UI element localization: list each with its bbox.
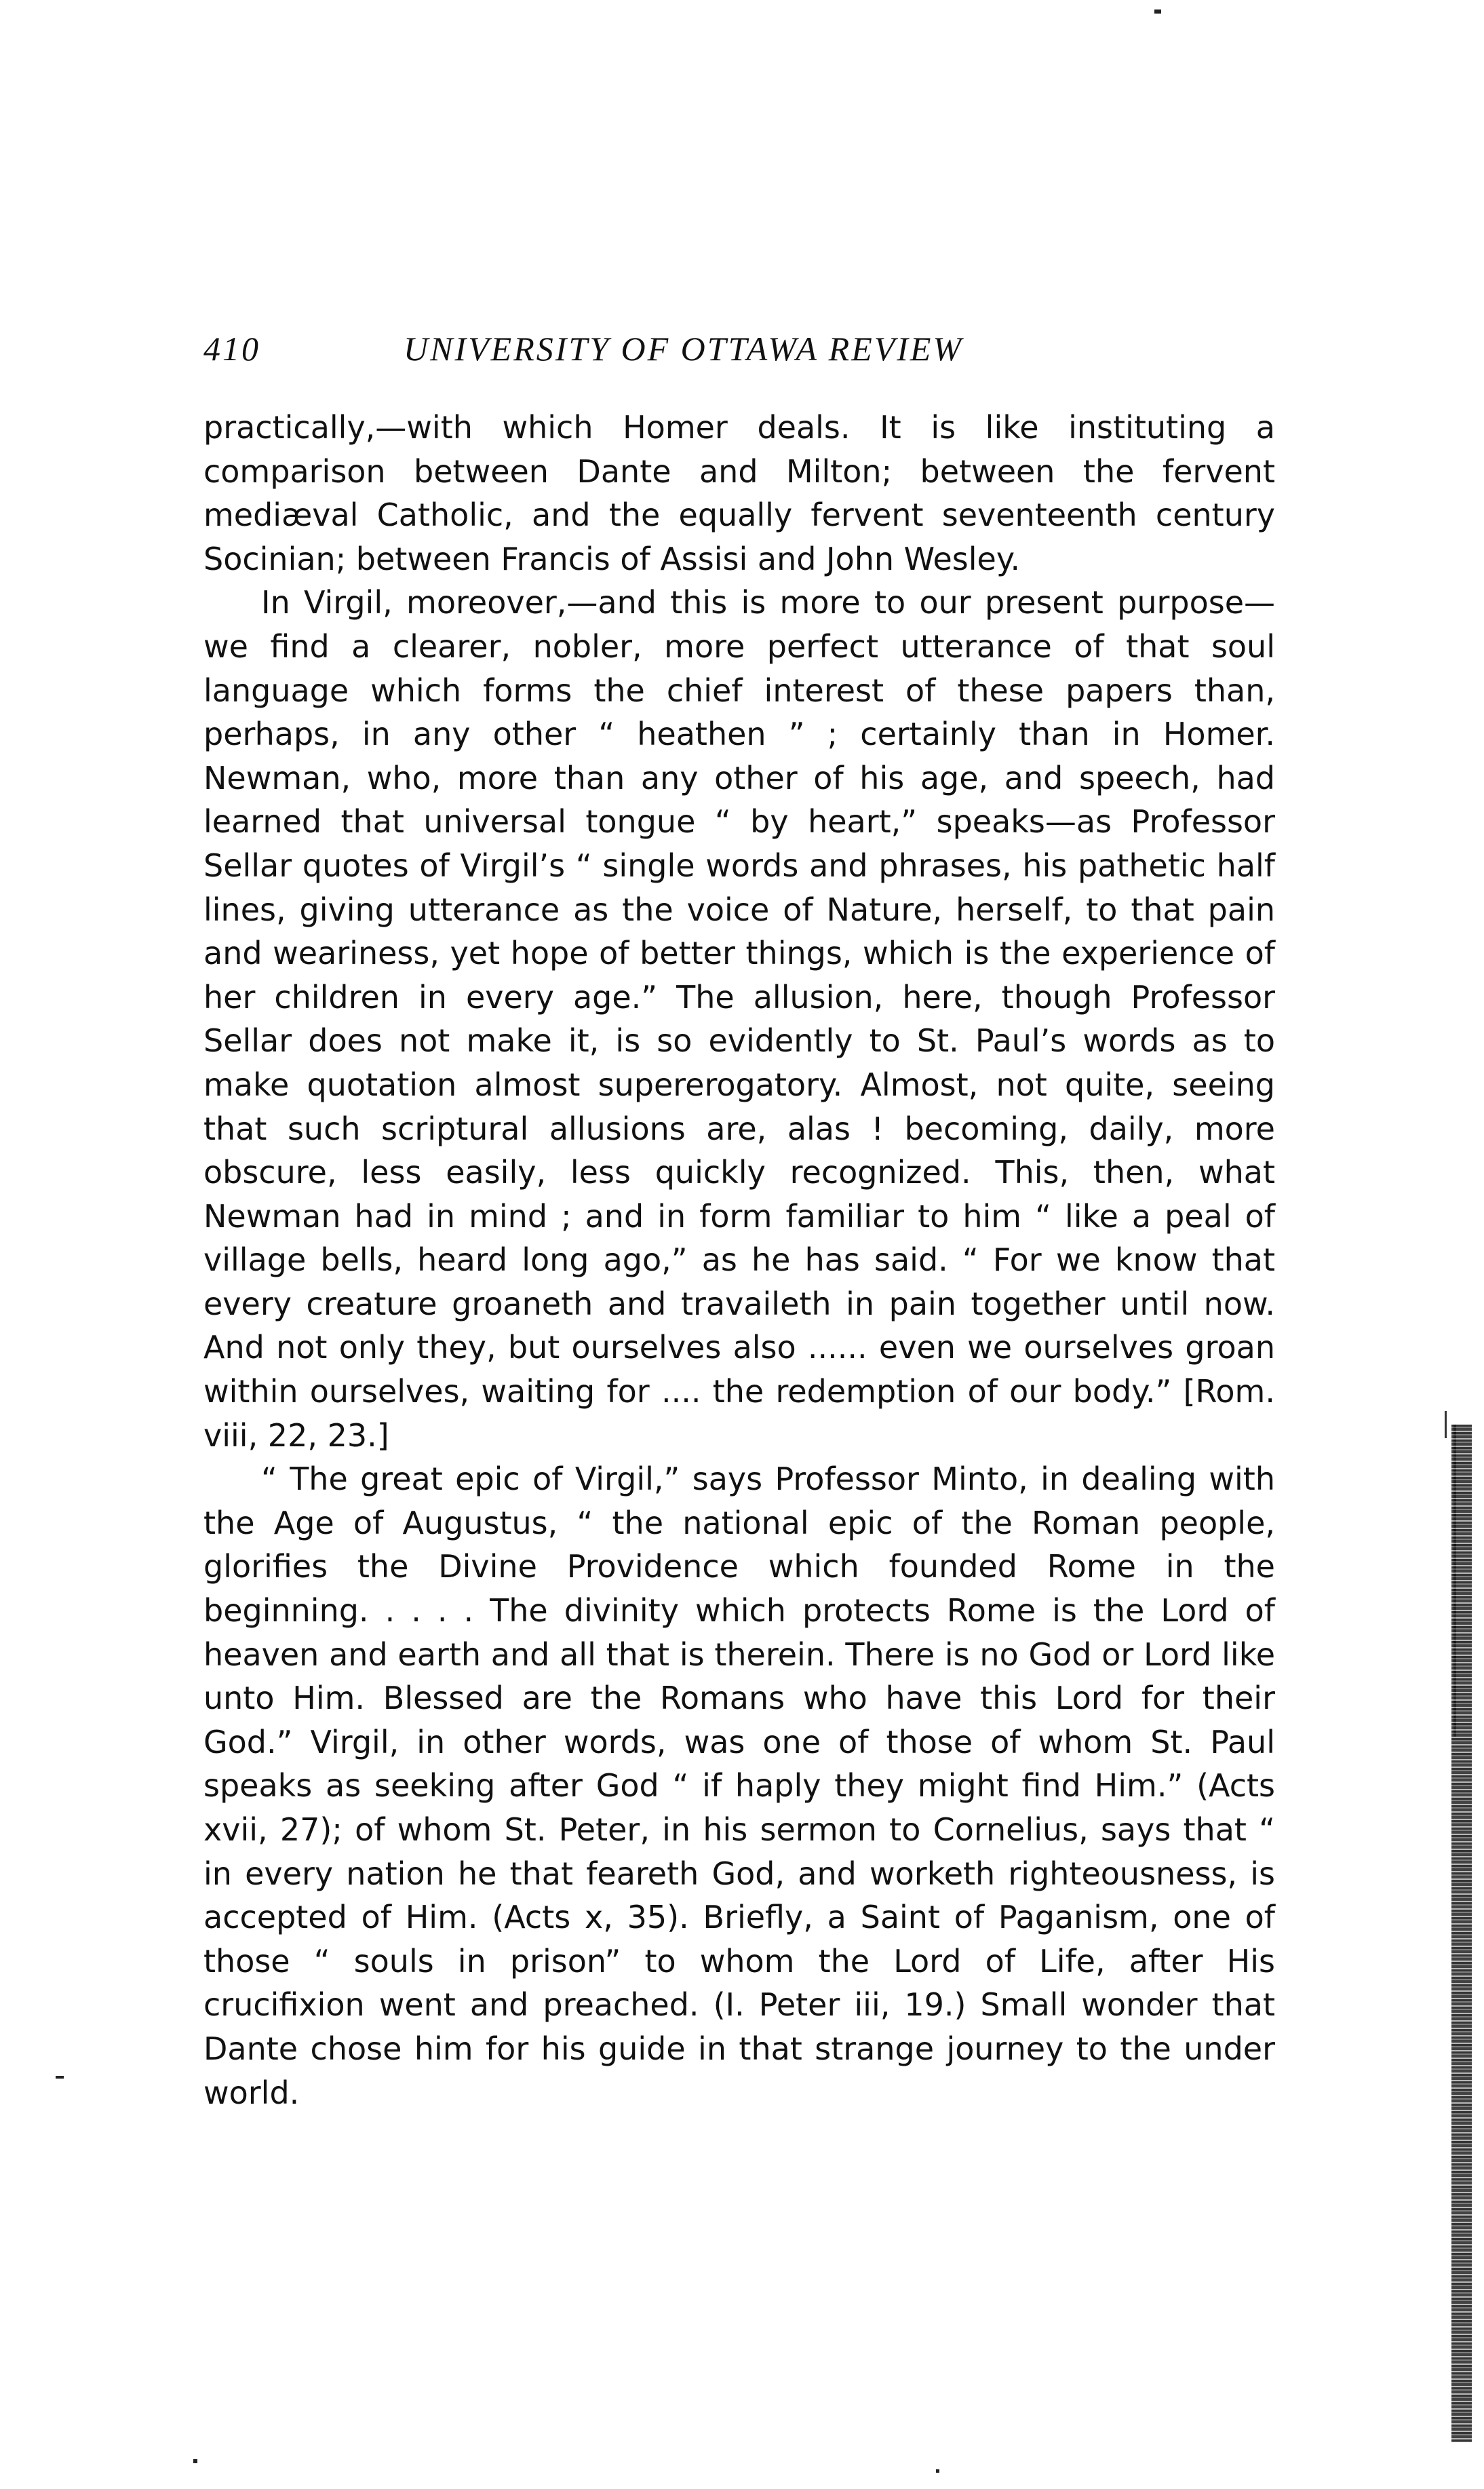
journal-title: UNIVERSITY OF OTTAWA REVIEW <box>404 330 964 368</box>
page-number: 410 <box>203 330 260 368</box>
binding-edge-tick <box>1445 1411 1447 1438</box>
running-head <box>203 329 1262 383</box>
paragraph-2: In Virgil, moreover,—and this is more to our present purpose—we find a clearer, nobler, more perfect utterance of that soul language which forms the chief interest of these papers than, perhaps, in any other “ heathen ” ; certainly than in Homer. Newman, who, more than any other of his age, and speech, had learned that universal tongue “ by heart,” speaks—as Professor Sellar quotes of Virgil’s “ single words and phrases, his pathetic half lines, giving utterance as the voice of Nature, herself, to that pain and weariness, yet hope of better things, which is the experience of her children in every age.” The allusion, here, though Professor Sellar does not make it, is so evidently to St. Paul’s words as to make quotation almost supererogatory. Almost, not quite, seeing that such scriptural allusions are, alas ! becoming, daily, more obscure, less easily, less quickly recognized. This, then, what Newman had in mind ; and in form familiar to him “ like a peal of village bells, heard long ago,” as he has said. “ For we know that every creature groaneth and travaileth in pain together until now. And not only they, but ourselves also ...... even we ourselves groan within ourselves, waiting for .... the redemption of our body.” [Rom. viii, 22, 23.] <box>203 584 1275 1454</box>
binding-edge-shadow <box>1451 1425 1472 2442</box>
scan-speck-bottom-center <box>936 2469 939 2473</box>
paragraph-1: practically,—with which Homer deals. It is like instituting a comparison between Dante and Milton; between the fervent mediæval Catholic, and the equally fervent seventeenth century Socinian; between Francis of Assisi and John Wesley. <box>203 409 1275 577</box>
paragraph-3: “ The great epic of Virgil,” says Professor Minto, in dealing with the Age of Augustus, “ the national epic of the Roman people, glorifies the Divine Providence which founded Rome in the beginning. . . . . The divinity which protects Rome is the Lord of heaven and earth and all that is therein. There is no God or Lord like unto Him. Blessed are the Romans who have this Lord for their God.” Virgil, in other words, was one of those of whom St. Paul speaks as seeking after God “ if haply they might find Him.” (Acts xvii, 27); of whom St. Peter, in his sermon to Cornelius, says that “ in every nation he that feareth God, and worketh righteousness, is accepted of Him. (Acts x, 35). Briefly, a Saint of Paganism, one of those “ souls in prison” to whom the Lord of Life, after His crucifixion went and preached. (I. Peter iii, 19.) Small wonder that Dante chose him for his guide in that strange journey to the under world. <box>203 1461 1275 2111</box>
scan-speck-bottom-left <box>193 2459 197 2463</box>
body-text <box>203 406 1275 2115</box>
scan-speck-top <box>1154 9 1161 14</box>
scan-speck-left <box>56 2076 64 2079</box>
